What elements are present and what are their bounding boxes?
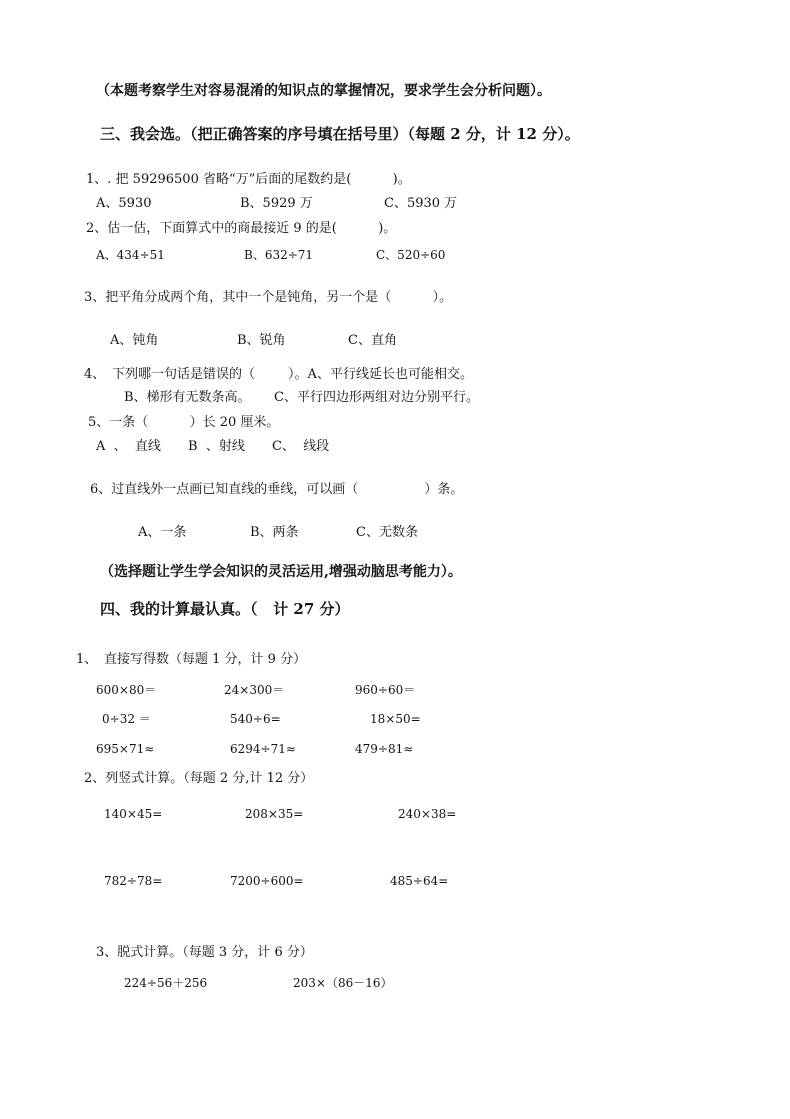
q3-option-b: B、锐角 xyxy=(237,333,286,348)
q3-option-c: C、直角 xyxy=(348,333,397,348)
calc-item: 695×71≈ xyxy=(96,742,155,756)
q4-number: 4、 xyxy=(84,367,106,382)
vertical-calc-item: 240×38= xyxy=(398,807,457,821)
vertical-calc-item: 782÷78= xyxy=(104,874,163,888)
calc-item: 18×50= xyxy=(370,712,421,726)
q1-option-b: B、5929 万 xyxy=(240,196,313,211)
q6-option-b: B、两条 xyxy=(250,525,299,540)
calc-item: 6294÷71≈ xyxy=(230,742,296,756)
vertical-calc-item: 485÷64= xyxy=(390,874,449,888)
note-examination-purpose: （本题考察学生对容易混淆的知识点的掌握情况，要求学生会分析问题）。 xyxy=(96,83,551,99)
q5-option-a: A 、 直线 xyxy=(96,439,161,454)
q5-option-b: B 、射线 xyxy=(188,439,245,454)
q5-option-c: C、 线段 xyxy=(272,439,330,454)
step-calc-item: 224÷56＋256 xyxy=(124,976,208,990)
q3-option-a: A、钝角 xyxy=(110,333,159,348)
q5-stem: 5、一条（ ）长 20 厘米。 xyxy=(88,415,280,430)
calc-item: 960÷60＝ xyxy=(355,683,416,697)
q6-option-c: C、无数条 xyxy=(356,525,418,540)
q2-option-b: B、632÷71 xyxy=(244,248,314,262)
q4-stem: 下列哪一句话是错误的（ ）。A、平行线延长也可能相交。 xyxy=(112,367,473,382)
calc-item: 0÷32 ＝ xyxy=(102,712,151,726)
q2-option-c: C、520÷60 xyxy=(376,248,446,262)
p1-heading: 直接写得数（每题 1 分，计 9 分） xyxy=(104,652,307,667)
q1-option-c: C、5930 万 xyxy=(384,196,458,211)
vertical-calc-item: 7200÷600= xyxy=(230,874,304,888)
q6-stem: 6、过直线外一点画已知直线的垂线，可以画（ ）条。 xyxy=(90,482,464,497)
q1-stem: 1、. 把 59296500 省略“万”后面的尾数约是( )。 xyxy=(86,172,411,187)
step-calc-item: 203×（86－16） xyxy=(293,976,393,990)
calc-item: 24×300＝ xyxy=(224,683,285,697)
calc-item: 540÷6= xyxy=(230,712,281,726)
p2-heading: 2、列竖式计算。（每题 2 分,计 12 分） xyxy=(84,771,314,786)
calc-item: 600×80＝ xyxy=(96,683,157,697)
note-multiple-choice-purpose: （选择题让学生学会知识的灵活运用,增强动脑思考能力）。 xyxy=(100,564,462,580)
section-3-title: 三、我会选。（把正确答案的序号填在括号里）（每题 2 分，计 12 分）。 xyxy=(100,125,580,143)
p1-number: 1、 xyxy=(76,652,98,667)
q6-option-a: A、一条 xyxy=(138,525,187,540)
q4-option-b: B、梯形有无数条高。 xyxy=(124,390,251,405)
section-4-title: 四、我的计算最认真。（ 计 27 分） xyxy=(100,600,350,618)
q2-stem: 2、估一估，下面算式中的商最接近 9 的是( )。 xyxy=(86,221,397,236)
vertical-calc-item: 208×35= xyxy=(245,807,304,821)
q2-option-a: A、434÷51 xyxy=(96,248,165,262)
calc-item: 479÷81≈ xyxy=(355,742,414,756)
q1-option-a: A、5930 xyxy=(96,196,152,211)
q4-option-c: C、平行四边形两组对边分别平行。 xyxy=(274,390,479,405)
p3-heading: 3、脱式计算。（每题 3 分，计 6 分） xyxy=(96,945,313,960)
vertical-calc-item: 140×45= xyxy=(104,807,163,821)
q3-stem: 3、把平角分成两个角，其中一个是钝角，另一个是（ ）。 xyxy=(84,290,453,305)
